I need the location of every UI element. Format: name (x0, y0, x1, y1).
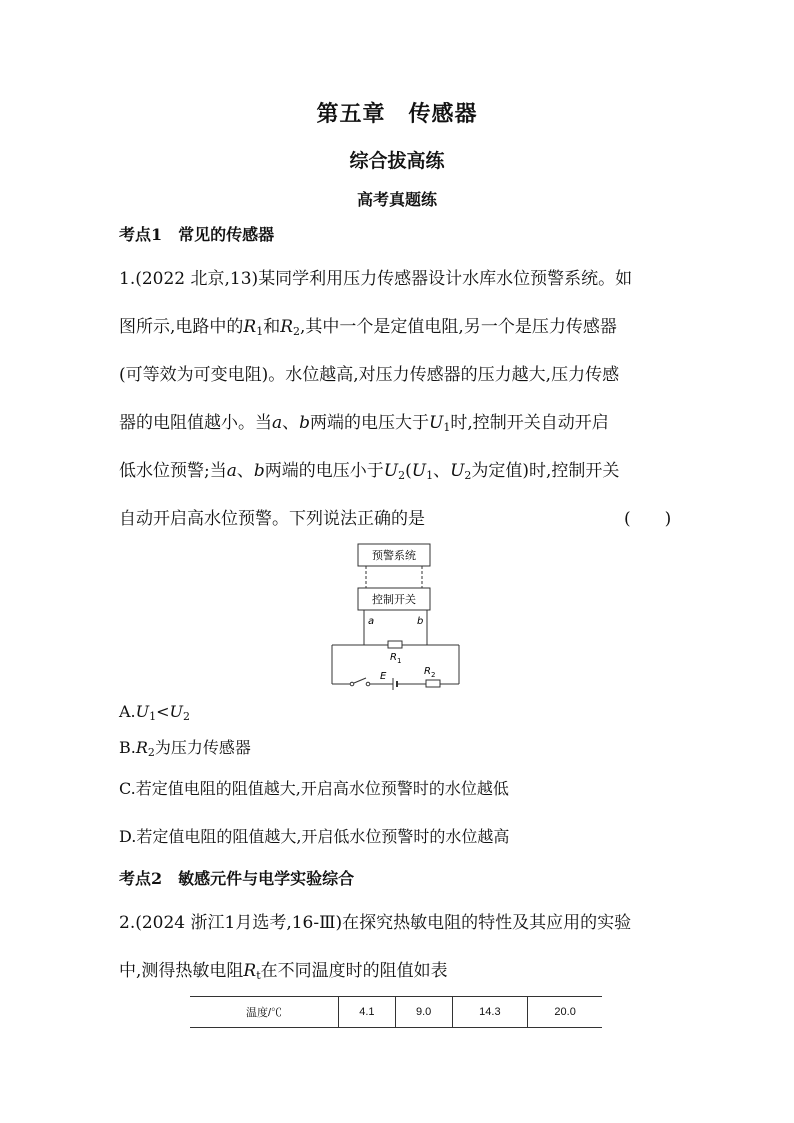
r1-label: $R_1$ (390, 652, 402, 665)
q2-source: 2.(2024 浙江1月选考,16-Ⅲ) (119, 913, 343, 933)
resistor-r1 (388, 641, 402, 648)
q1-line6: 自动开启高水位预警。下列说法正确的是 (119, 509, 425, 529)
table-row (190, 997, 602, 1028)
node-a-label: a (368, 616, 375, 627)
battery-label: E (380, 671, 387, 682)
option-d: D.若定值电阻的阻值越大,开启低水位预警时的水位越高 (119, 827, 510, 846)
q2-line2: 中,测得热敏电阻$R_t$在不同温度时的阻值如表 (119, 961, 448, 982)
q2-line1: 2.(2024 浙江1月选考,16-Ⅲ)在探究热敏电阻的特性及其应用的实验 (119, 913, 632, 933)
table-cell: 4.1 (339, 997, 396, 1028)
answer-bracket: ( ) (624, 509, 672, 529)
table-header-cell: 温度/℃ (190, 997, 339, 1028)
subsection-title: 高考真题练 (356, 190, 437, 209)
circuit-diagram (320, 536, 470, 691)
q1-line1: 1.(2022 北京,13)某同学利用压力传感器设计水库水位预警系统。如 (119, 269, 633, 289)
option-b: $B.R_2$为压力传感器 (119, 738, 251, 759)
chapter-title: 第五章 传感器 (316, 101, 478, 127)
point1-heading: 考点1 常见的传感器 (119, 225, 275, 244)
option-a: $A.U_1<U_2$ (119, 702, 191, 723)
option-c: C.若定值电阻的阻值越大,开启高水位预警时的水位越低 (119, 779, 509, 798)
table-cell: 20.0 (528, 997, 602, 1028)
table-cell: 9.0 (395, 997, 452, 1028)
control-switch-label: 控制开关 (372, 593, 416, 606)
alarm-system-label: 预警系统 (372, 549, 416, 562)
q1-line2: 图所示,电路中的$R_1$和$R_2$,其中一个是定值电阻,另一个是压力传感器 (119, 317, 617, 338)
q1-line4: 器的电阻值越小。当a、b两端的电压大于$U_1$时,控制开关自动开启 (119, 413, 609, 434)
q1-line5: 低水位预警;当a、b两端的电压小于$U_2(U_1$、$U_2$为定值)时,控制开关 (119, 461, 620, 482)
switch-lever (354, 678, 366, 683)
r2-label: $R_2$ (424, 666, 436, 679)
section-title: 综合拔高练 (349, 150, 445, 172)
point2-heading: 考点2 敏感元件与电学实验综合 (119, 869, 355, 888)
q1-line3: (可等效为可变电阻)。水位越高,对压力传感器的压力越大,压力传感 (119, 365, 620, 385)
resistor-r2 (426, 680, 440, 687)
node-b-label: b (417, 616, 424, 627)
q1-source: 1.(2022 北京,13) (119, 269, 259, 289)
table-cell: 14.3 (452, 997, 528, 1028)
resistance-table (190, 996, 602, 1028)
